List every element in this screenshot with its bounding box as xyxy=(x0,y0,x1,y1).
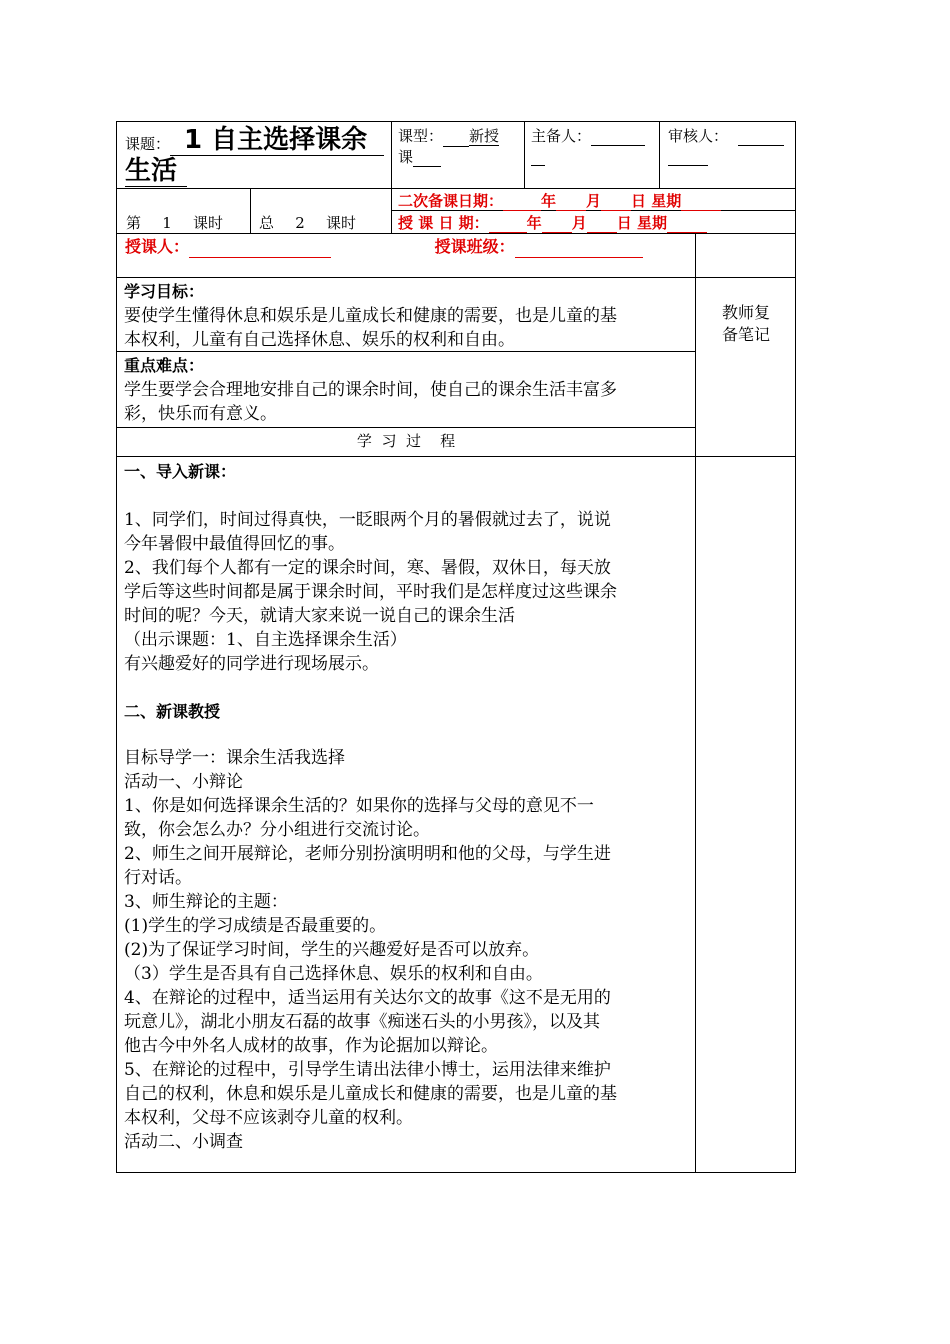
preparer-cell xyxy=(531,126,655,166)
process-line: 活动一、小辩论 xyxy=(124,772,243,792)
process-line: 5、在辩论的过程中，引导学生请出法律小博士，运用法律来维护 xyxy=(124,1060,611,1080)
process-line: 1、你是如何选择课余生活的？如果你的选择与父母的意见不一 xyxy=(124,796,594,816)
process-line: 他古今中外名人成材的故事，作为论据加以辩论。 xyxy=(124,1036,498,1056)
topic-cell xyxy=(125,125,387,187)
process-line: 学后等这些时间都是属于课余时间，平时我们是怎样度过这些课余 xyxy=(124,582,617,602)
process-line: 2、我们每个人都有一定的课余时间，寒、暑假，双休日，每天放 xyxy=(124,558,611,578)
process-line: 有兴趣爱好的同学进行现场展示。 xyxy=(124,654,379,674)
process-line: 玩意儿》，湖北小朋友石磊的故事《痴迷石头的小男孩》，以及其 xyxy=(124,1012,600,1032)
period-nth: 第 1 课时 xyxy=(126,214,224,232)
process-line: 2、师生之间开展辩论，老师分别扮演明明和他的父母，与学生进 xyxy=(124,844,611,864)
process-line: 1、同学们，时间过得真快，一眨眼两个月的暑假就过去了，说说 xyxy=(124,510,611,530)
key-points-line: 彩，快乐而有意义。 xyxy=(124,404,277,424)
process-line: 今年暑假中最值得回忆的事。 xyxy=(124,534,345,554)
section2-heading: 二、新课教授 xyxy=(124,702,221,721)
objectives-line: 要使学生懂得休息和娱乐是儿童成长和健康的需要，也是儿童的基 xyxy=(124,306,617,326)
process-line: 自己的权利，休息和娱乐是儿童成长和健康的需要，也是儿童的基 xyxy=(124,1084,617,1104)
process-line: 致，你会怎么办？分小组进行交流讨论。 xyxy=(124,820,430,840)
objectives-section xyxy=(124,280,692,352)
key-points-heading: 重点难点： xyxy=(124,356,205,375)
process-line: 本权利，父母不应该剥夺儿童的权利。 xyxy=(124,1108,413,1128)
process-line: （3）学生是否具有自己选择休息、娱乐的权利和自由。 xyxy=(124,964,543,984)
process-line: 4、在辩论的过程中，适当运用有关达尔文的故事《这不是无用的 xyxy=(124,988,611,1008)
topic-label: 课题： xyxy=(125,135,171,153)
process-line: 目标导学一：课余生活我选择 xyxy=(124,748,345,768)
preparer-label: 主备人： xyxy=(531,127,592,145)
objectives-heading: 学习目标： xyxy=(124,282,205,301)
teacher-row xyxy=(125,236,643,258)
teacher-notes-label: 教师复 备笔记 xyxy=(721,303,770,344)
lesson-type-label: 课型： xyxy=(398,127,444,145)
period-nth-value: 1 xyxy=(141,213,193,234)
process-heading: 学 习 过 程 xyxy=(356,432,456,450)
lesson-type-cell xyxy=(398,126,520,167)
topic-title-line1: 1 自主选择课余 xyxy=(170,125,384,156)
objectives-line: 本权利，儿童有自己选择休息、娱乐的权利和自由。 xyxy=(124,330,515,350)
reviewer-label: 审核人： xyxy=(668,127,729,145)
process-content xyxy=(124,460,692,1154)
topic-title-line2: 生活 xyxy=(125,156,187,187)
teach-date: 授 课 日 期： 年 月 日 星期 xyxy=(398,213,707,233)
class-label: 授课班级： xyxy=(434,237,515,256)
reviewer-cell xyxy=(668,126,792,166)
lesson-type-value2: 课 xyxy=(398,148,414,166)
lesson-type-value: 新授 xyxy=(469,127,500,145)
process-line: (1)学生的学习成绩是否最重要的。 xyxy=(124,916,387,936)
section1-heading: 一、导入新课： xyxy=(124,462,237,481)
process-line: (2)为了保证学习时间，学生的兴趣爱好是否可以放弃。 xyxy=(124,940,540,960)
second-prep-date: 二次备课日期： 年 月 日 星期 xyxy=(398,191,721,211)
key-points-line: 学生要学会合理地安排自己的课余时间，使自己的课余生活丰富多 xyxy=(124,380,617,400)
process-line: （出示课题：1、自主选择课余生活） xyxy=(124,630,407,650)
process-line: 行对话。 xyxy=(124,868,192,888)
process-line: 时间的呢？今天，就请大家来说一说自己的课余生活 xyxy=(124,606,515,626)
process-line: 3、师生辩论的主题： xyxy=(124,892,288,912)
process-line: 活动二、小调查 xyxy=(124,1132,243,1152)
period-total-value: 2 xyxy=(274,213,326,234)
period-total: 总 2 课时 xyxy=(259,214,357,232)
teacher-label: 授课人： xyxy=(125,237,190,256)
key-points-section xyxy=(124,354,692,426)
